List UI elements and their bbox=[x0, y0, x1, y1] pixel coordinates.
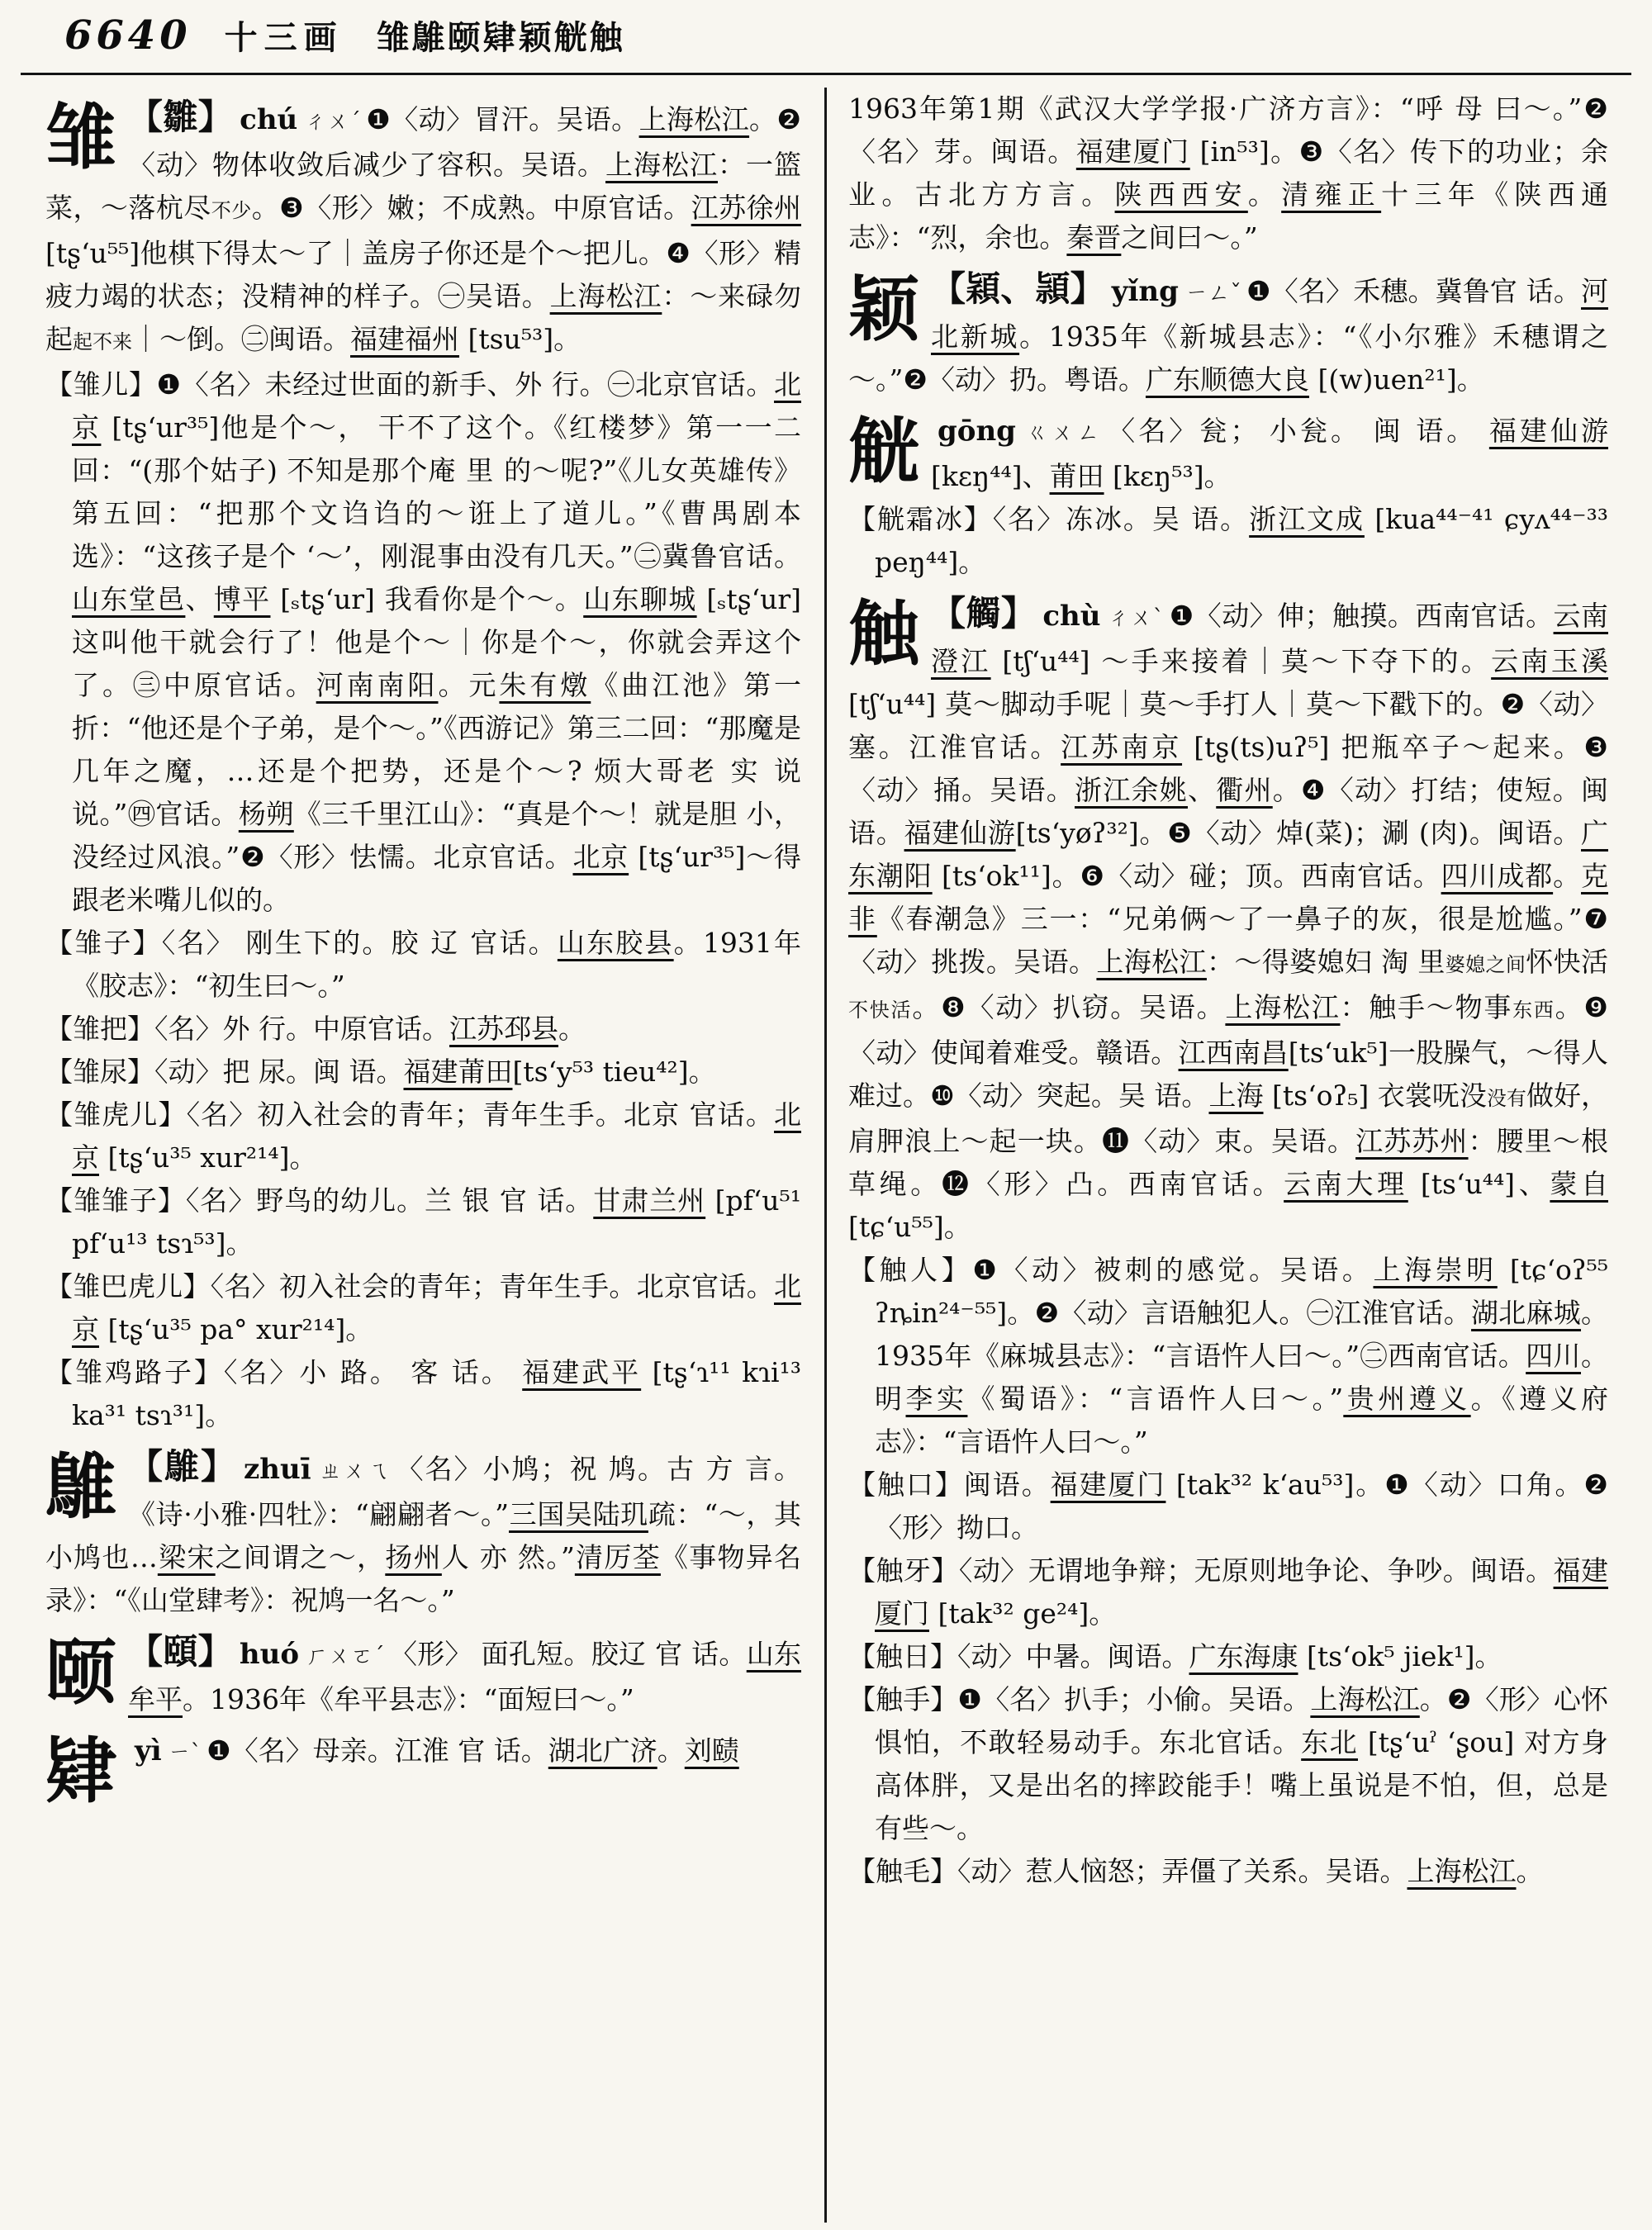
pinyin: chú bbox=[240, 103, 298, 136]
compound-headword: 【雏雏子】 bbox=[45, 1184, 186, 1217]
text-run: [tak³² kʻau⁵³]。❶〈动〉口角。❷〈形〉拗口。 bbox=[875, 1468, 1608, 1544]
text-run: 1963年第1期《武汉大学学报·广济方言》：“呼 母 曰～。”❷〈名〉芽。闽语。 bbox=[848, 93, 1608, 168]
text-run: [pfʻu⁵¹ pfʻu¹³ tsɿ⁵³]。 bbox=[72, 1184, 801, 1260]
dialect-name: 甘肃兰州 bbox=[593, 1184, 706, 1217]
dialect-name: 刘赜 bbox=[684, 1734, 739, 1767]
text-run: [ₛtʂʻur] 我看你是个～。 bbox=[270, 583, 584, 615]
text-run: ：～得婆媳妇 淘 里 bbox=[1206, 946, 1446, 978]
text-run: [tsʻuk⁵]一股臊气，～得人难过。❿〈动〉突起。吴 语。 bbox=[848, 1037, 1608, 1112]
dialect-name: 陕西西安 bbox=[1114, 178, 1248, 211]
text-run: 之间谓之～， bbox=[215, 1541, 386, 1573]
left-column bbox=[45, 88, 801, 2223]
compound-headword: 【触日】 bbox=[848, 1640, 957, 1672]
headword-char: 雏 bbox=[45, 96, 116, 179]
compound-headword: 【雏把】 bbox=[45, 1013, 154, 1045]
dict-entry bbox=[848, 1850, 1608, 1893]
dialect-name: 上海松江 bbox=[1407, 1855, 1517, 1887]
text-run: 。1936年《牟平县志》：“面短曰～。” bbox=[183, 1683, 634, 1715]
dialect-name: 山东聊城 bbox=[583, 583, 697, 615]
dict-entry bbox=[848, 1635, 1608, 1678]
dialect-name: 北京 bbox=[572, 841, 629, 873]
dialect-name: 上海松江 bbox=[1310, 1683, 1420, 1715]
dialect-name: 四川成都 bbox=[1441, 860, 1554, 892]
pinyin: yǐng bbox=[1111, 275, 1179, 308]
dialect-name: 四川 bbox=[1526, 1340, 1581, 1372]
compound-headword: 【触毛】 bbox=[848, 1855, 957, 1887]
dialect-name: 浙江文成 bbox=[1249, 503, 1365, 535]
compound-headword: 【雏巴虎儿】 bbox=[45, 1270, 211, 1302]
text-run: 怀快活 bbox=[1526, 946, 1608, 978]
stroke-count-section: 十三画 bbox=[224, 18, 344, 57]
dict-entry bbox=[848, 1549, 1608, 1635]
dialect-name: 山东胶县 bbox=[557, 927, 674, 959]
dict-entry bbox=[45, 1265, 801, 1351]
dialect-name: 李实 bbox=[905, 1383, 968, 1415]
text-run: [tsʻok¹¹]。❻〈动〉碰；顶。西南官话。 bbox=[932, 860, 1441, 892]
text-run: [tʂʻu³⁵ pa° xur²¹⁴]。 bbox=[99, 1313, 373, 1345]
dialect-name: 清雍正 bbox=[1281, 178, 1382, 211]
text-run: 〈名〉初入社会的青年；青年生手。北京官话。 bbox=[210, 1270, 775, 1302]
dialect-name: 广东海康 bbox=[1189, 1640, 1298, 1672]
text-run: 〈动〉无谓地争辩；无原则地争论、争吵。闽语。 bbox=[958, 1554, 1554, 1587]
text-run: 。 bbox=[657, 1734, 685, 1767]
gloss-small: 不少 bbox=[211, 199, 252, 222]
dict-entry bbox=[45, 1729, 801, 1813]
dialect-name: 上海松江 bbox=[549, 280, 662, 312]
text-run: [tʃʻu⁴⁴] ～手来接着｜莫～下夺下的。 bbox=[990, 645, 1492, 677]
text-run: [kua⁴⁴⁻⁴¹ ɕyʌ⁴⁴⁻³³ peŋ⁴⁴]。 bbox=[875, 503, 1608, 578]
dialect-name: 福建厦门 bbox=[1050, 1468, 1166, 1501]
dialect-name: 衢州 bbox=[1216, 774, 1273, 806]
text-run: [tsu⁵³]。 bbox=[459, 323, 582, 355]
text-run: [tak³² ge²⁴]。 bbox=[929, 1597, 1117, 1630]
dialect-name: 上海松江 bbox=[1096, 946, 1207, 978]
text-run: [kɛŋ⁵³]。 bbox=[1104, 460, 1232, 492]
zhuyin: ㄔㄨˊ bbox=[304, 109, 362, 135]
text-run: 。元 bbox=[438, 669, 500, 701]
dialect-name: 朱有燉 bbox=[499, 669, 591, 701]
text-run: [tʂʻur³⁵]他是个～， 干不了这个。《红楼梦》第一一二回：“(那个姑子) 不知是那个庵 里 的～呢?”《儿女英雄传》第五回：“把那个文诌诌的～诳上了道儿。”《曹禺剧本选》：“这孩子是个 ‘～’，刚混事由没有几天。”㊁冀鲁官话。 bbox=[72, 411, 801, 572]
dialect-name: 广东顺德大良 bbox=[1145, 363, 1309, 396]
text-run: 。 bbox=[1553, 860, 1582, 892]
text-run: 人 亦 然。” bbox=[441, 1541, 575, 1573]
dict-entry bbox=[848, 592, 1608, 1249]
dict-entry bbox=[45, 1008, 801, 1051]
text-run: [tʃʻu⁴⁴] 莫～脚动手呢｜莫～手打人｜莫～下戳下的。❷〈动〉塞。江淮官话。 bbox=[848, 688, 1608, 763]
dialect-name: 上海崇明 bbox=[1373, 1254, 1498, 1286]
compound-headword: 【觥霜冰】 bbox=[848, 503, 993, 535]
compound-headword: 【触手】 bbox=[848, 1683, 958, 1715]
text-run: [tsʻoʔ₅] 衣裳呒没 bbox=[1263, 1079, 1487, 1112]
gloss-small: 起不来 bbox=[73, 330, 132, 353]
dict-entry bbox=[848, 268, 1608, 401]
traditional-form: 【頤】 bbox=[128, 1631, 233, 1672]
text-run: ：～来碌勿起 bbox=[45, 280, 801, 355]
text-run: 。❽〈动〉扒窃。吴语。 bbox=[912, 991, 1226, 1023]
text-run: [tʂ(ts)uʔ⁵] 把瓶卒子～起来。❸〈动〉捅。吴语。 bbox=[848, 731, 1608, 806]
zhuyin: ㄍㄨㄥ bbox=[1022, 420, 1104, 446]
page-number: 6640 bbox=[64, 12, 192, 59]
compound-headword: 【触人】 bbox=[848, 1254, 973, 1286]
text-run: 之间曰～。” bbox=[1121, 221, 1258, 254]
dialect-name: 福建厦门 bbox=[875, 1554, 1608, 1630]
dict-entry bbox=[45, 922, 801, 1008]
text-run: [tsʻy⁵³ tieu⁴²]。 bbox=[512, 1056, 716, 1088]
dialect-name: 蒙自 bbox=[1550, 1168, 1608, 1200]
text-run: [tsʻok⁵ jiek¹]。 bbox=[1298, 1640, 1502, 1672]
dialect-name: 云南玉溪 bbox=[1491, 645, 1608, 677]
dialect-name: 江苏邳县 bbox=[449, 1013, 558, 1045]
dialect-name: 云南大理 bbox=[1284, 1168, 1408, 1200]
text-run: [tʂʻu³⁵ xur²¹⁴]。 bbox=[99, 1141, 317, 1174]
text-run: 十三年《陕西通志》：“烈，余也。 bbox=[848, 178, 1608, 254]
text-run: [(w)uen²¹]。 bbox=[1308, 363, 1484, 396]
pinyin: zhuī bbox=[243, 1453, 311, 1486]
text-run: [tʂʻuˀ ʻʂou] 对方身高体胖，又是出名的摔跤能手！嘴上虽说是不怕，但，总是有些～。 bbox=[875, 1726, 1608, 1844]
text-run: 闽语。 bbox=[963, 1468, 1051, 1501]
text-run: 。1935年《新城县志》：“《小尔雅》禾穗谓之～。”❷〈动〉扔。粤语。 bbox=[848, 320, 1608, 396]
text-run: [tʂʻur³⁵]～得跟老米嘴儿似的。 bbox=[72, 841, 801, 916]
dialect-name: 博平 bbox=[213, 583, 271, 615]
gloss-small: 东西 bbox=[1512, 999, 1555, 1022]
dialect-name: 福建武平 bbox=[522, 1356, 642, 1388]
text-run: 。1935年《麻城县志》：“言语忤人曰～。”㊁西南官话。 bbox=[875, 1297, 1608, 1372]
traditional-form: 【雛】 bbox=[128, 97, 234, 137]
headword-char: 触 bbox=[848, 592, 919, 676]
text-run: 〈名〉野鸟的幼儿。兰 银 官 话。 bbox=[185, 1184, 594, 1217]
dict-entry bbox=[848, 410, 1608, 498]
text-run: 《春潮急》三一：“兄弟俩～了一鼻子的灰，很是尬尴。”❼〈动〉挑拨。吴语。 bbox=[848, 903, 1608, 978]
dict-entry bbox=[848, 1464, 1608, 1549]
text-run: [tɕʻoʔ⁵⁵ ʔȵin²⁴⁻⁵⁵]。❷〈动〉言语触犯人。㊀江淮官话。 bbox=[875, 1254, 1608, 1329]
compound-headword: 【触口】 bbox=[848, 1468, 964, 1501]
compound-headword: 【触牙】 bbox=[848, 1554, 959, 1587]
text-run: [kɛŋ⁴⁴]、 bbox=[931, 460, 1050, 492]
text-run: 〈名〉瓮； 小瓮。 闽 语。 bbox=[1108, 415, 1489, 447]
gloss-small: 不快活 bbox=[848, 999, 913, 1022]
dict-entry bbox=[45, 1179, 801, 1265]
text-run: 。 bbox=[1247, 178, 1282, 211]
zhuyin: ㄏㄨㄛˊ bbox=[306, 1644, 385, 1669]
dialect-name: 江苏南京 bbox=[1061, 731, 1183, 763]
text-run: ❶〈名〉禾穗。冀鲁官 话。 bbox=[1246, 275, 1582, 307]
gloss-small: 没有 bbox=[1486, 1087, 1526, 1110]
text-columns bbox=[45, 88, 1615, 2223]
text-run: ：触手～物事 bbox=[1340, 991, 1513, 1023]
dialect-name: 湖北广济 bbox=[548, 1734, 657, 1767]
text-run: 。❷〈动〉物体收敛后减少了容积。吴语。 bbox=[128, 103, 801, 181]
pinyin: yì bbox=[135, 1734, 162, 1767]
dialect-name: 上海松江 bbox=[605, 149, 718, 181]
dict-entry bbox=[45, 1445, 801, 1622]
dialect-name: 湖北麻城 bbox=[1471, 1297, 1582, 1329]
headword-char: 颐 bbox=[45, 1630, 116, 1714]
text-run: 。❸〈形〉嫩；不成熟。中原官话。 bbox=[251, 192, 691, 224]
dialect-name: 东北 bbox=[1301, 1726, 1358, 1758]
dialect-name: 江西南昌 bbox=[1178, 1037, 1289, 1069]
text-run: ❶〈名〉母亲。江淮 官 话。 bbox=[206, 1734, 548, 1767]
dialect-name: 福建仙游 bbox=[1488, 415, 1608, 447]
dict-entry bbox=[45, 363, 801, 922]
header-rule bbox=[21, 73, 1631, 75]
compound-headword: 【雏儿】 bbox=[45, 368, 157, 401]
dialect-name: 上海松江 bbox=[1225, 991, 1341, 1023]
dialect-name: 莆田 bbox=[1049, 460, 1104, 492]
text-run: ❶〈动〉被刺的感觉。吴语。 bbox=[972, 1254, 1374, 1286]
dialect-name: 广东潮阳 bbox=[848, 817, 1608, 892]
dialect-name: 河南南阳 bbox=[316, 669, 439, 701]
dialect-name: 云南澄江 bbox=[931, 600, 1608, 677]
text-run: 。❷〈形〉心怀惧怕，不敢轻易动手。东北官话。 bbox=[875, 1683, 1608, 1758]
dict-entry bbox=[848, 88, 1608, 259]
page-header bbox=[64, 12, 625, 59]
dialect-name: 北京 bbox=[72, 1270, 801, 1345]
dialect-name: 福建莆田 bbox=[403, 1056, 513, 1088]
text-run: [ₛtʂʻur]这叫他干就会行了！他是个～｜你是个～，你就会弄这个了。㊂中原官话。 bbox=[72, 583, 801, 701]
dict-entry bbox=[848, 1678, 1608, 1850]
dict-entry bbox=[45, 1630, 801, 1721]
text-run: 〈名〉小鸠；祝 鸠。古 方 言。《诗·小雅·四牡》：“翩翩者～。” bbox=[128, 1453, 801, 1530]
headword-char: 颖 bbox=[848, 268, 919, 351]
dialect-name: 江苏苏州 bbox=[1355, 1125, 1469, 1157]
dict-entry bbox=[45, 1094, 801, 1179]
zhuyin: ㄧˋ bbox=[168, 1740, 202, 1766]
dialect-name: 北京 bbox=[72, 368, 801, 444]
text-run: ：一篮菜，～落杭尽 bbox=[45, 149, 801, 224]
dialect-name: 上海 bbox=[1208, 1079, 1264, 1112]
dialect-name: 河北新城 bbox=[931, 275, 1608, 353]
dialect-name: 福建厦门 bbox=[1075, 135, 1190, 168]
text-run: 。 bbox=[558, 1013, 586, 1045]
text-run: 、 bbox=[1187, 774, 1217, 806]
text-run: 〈名〉 刚生下的。胶 辽 官话。 bbox=[161, 927, 558, 959]
dialect-name: 北京 bbox=[72, 1098, 801, 1174]
compound-headword: 【雏子】 bbox=[45, 927, 162, 959]
text-run: 《曲江池》第一折：“他还是个子弟，是个～。”《西游记》第三二回：“那魔是几年之魔，…还是个把势，还是个～? 烦大哥老 实 说 说。”㊃官话。 bbox=[72, 669, 801, 830]
dialect-name: 三国吴陆玑 bbox=[509, 1498, 648, 1530]
dialect-name: 秦晋 bbox=[1066, 221, 1122, 254]
text-run: [tɕʻu⁵⁵]。 bbox=[848, 1211, 971, 1243]
column-divider bbox=[824, 88, 827, 2223]
dialect-name: 清厉荃 bbox=[574, 1541, 661, 1573]
dialect-name: 扬州 bbox=[385, 1541, 442, 1573]
dialect-name: 梁宋 bbox=[157, 1541, 216, 1573]
text-run: 《三千里江山》：“真是个～！就是胆 小，没经过风浪。”❷〈形〉怯懦。北京官话。 bbox=[72, 798, 801, 873]
traditional-form: 【鵻】 bbox=[128, 1446, 237, 1487]
dialect-name: 克非 bbox=[848, 860, 1608, 935]
text-run: ❶〈动〉伸；触摸。西南官话。 bbox=[1169, 600, 1554, 632]
traditional-form: 【穎、頴】 bbox=[931, 268, 1105, 309]
dict-entry bbox=[848, 1249, 1608, 1464]
dialect-name: 贵州遵义 bbox=[1343, 1383, 1471, 1415]
dict-entry bbox=[45, 1051, 801, 1094]
text-run: 疏：“～，其小鸠也… bbox=[45, 1498, 801, 1573]
dialect-name: 福建福州 bbox=[350, 323, 459, 355]
text-run: 〈动〉把 尿。闽 语。 bbox=[154, 1056, 404, 1088]
text-run: [tʂʻɿ¹¹ kɿi¹³ ka³¹ tsɿ³¹]。 bbox=[72, 1356, 801, 1431]
dialect-name: 杨朔 bbox=[238, 798, 294, 830]
text-run: ：腰里～根草绳。⓬〈形〉凸。西南官话。 bbox=[848, 1125, 1608, 1200]
text-run: 做好，肩胛浪上～起一块。⓫〈动〉束。吴语。 bbox=[848, 1079, 1608, 1157]
pinyin: gōng bbox=[938, 415, 1016, 448]
gloss-small: 婆媳之间 bbox=[1445, 953, 1526, 976]
dialect-name: 上海松江 bbox=[638, 103, 750, 135]
dialect-name: 山东牟平 bbox=[128, 1638, 801, 1715]
text-run: 《蜀语》：“言语忤人曰～。” bbox=[967, 1383, 1344, 1415]
text-run: ❶〈动〉冒汗。吴语。 bbox=[366, 103, 639, 135]
text-run: [tʂʻu⁵⁵]他棋下得太～了｜盖房子你还是个～把儿。❹〈形〉精疲力竭的状态；没精神的样子。㊀吴语。 bbox=[45, 237, 801, 312]
pinyin: huó bbox=[239, 1638, 299, 1671]
text-run: 。1931年《胶志》：“初生曰～。” bbox=[72, 927, 801, 1002]
dict-entry bbox=[848, 498, 1608, 584]
headword-char: 鵻 bbox=[45, 1445, 116, 1529]
text-run: 。明 bbox=[875, 1340, 1608, 1415]
zhuyin: ㄓㄨㄟ bbox=[317, 1459, 392, 1484]
dialect-name: 山东堂邑 bbox=[72, 583, 186, 615]
pinyin: chù bbox=[1042, 600, 1101, 633]
text-run: 《事物异名录》：“《山堂肆考》：祝鸠一名～。” bbox=[45, 1541, 801, 1616]
text-run: [tsʻyøʔ³²]。❺〈动〉焯(菜)；涮 (肉)。闽语。 bbox=[1015, 817, 1581, 849]
compound-headword: 【雏尿】 bbox=[45, 1056, 154, 1088]
dialect-name: 江苏徐州 bbox=[691, 192, 801, 224]
text-run: 。 bbox=[1516, 1855, 1544, 1887]
traditional-form: 【觸】 bbox=[931, 593, 1037, 633]
text-run: 〈名〉外 行。中原官话。 bbox=[154, 1013, 449, 1045]
dict-entry bbox=[45, 1351, 801, 1437]
dialect-name: 福建仙游 bbox=[904, 817, 1016, 849]
text-run: 。❾〈动〉使闻着难受。赣语。 bbox=[848, 991, 1608, 1069]
compound-headword: 【雏虎儿】 bbox=[45, 1098, 187, 1131]
header-characters: 雏鵻颐肄颖觥触 bbox=[376, 18, 625, 57]
text-run: 〈名〉小 路。 客 话。 bbox=[223, 1356, 523, 1388]
headword-char: 觥 bbox=[848, 410, 919, 493]
text-run: 〈形〉 面孔短。胶辽 官 话。 bbox=[389, 1638, 747, 1670]
headword-char: 肄 bbox=[45, 1729, 116, 1813]
zhuyin: ㄧㄥˇ bbox=[1184, 281, 1242, 306]
compound-headword: 【雏鸡路子】 bbox=[45, 1356, 224, 1388]
text-run: ❶〈名〉扒手；小偷。吴语。 bbox=[957, 1683, 1311, 1715]
text-run: ❶〈名〉未经过世面的新手、外 行。㊀北京官话。 bbox=[156, 368, 775, 401]
right-column bbox=[848, 88, 1608, 2223]
dict-entry bbox=[45, 96, 801, 363]
text-run: 〈名〉冻冰。吴 语。 bbox=[992, 503, 1250, 535]
text-run: 〈名〉初入社会的青年；青年生手。北京 官话。 bbox=[186, 1098, 774, 1131]
dialect-name: 浙江余姚 bbox=[1074, 774, 1188, 806]
text-run: 。❹〈动〉打结；使短。闽语。 bbox=[848, 774, 1608, 849]
text-run: 〈动〉中暑。闽语。 bbox=[957, 1640, 1189, 1672]
text-run: 、 bbox=[185, 583, 214, 615]
text-run: 〈动〉惹人恼怒；弄僵了关系。吴语。 bbox=[957, 1855, 1408, 1887]
text-run: [tsʻu⁴⁴]、 bbox=[1408, 1168, 1550, 1200]
text-run: ｜～倒。㊁闽语。 bbox=[132, 323, 350, 355]
text-run: 。《遵义府志》：“言语忤人曰～。” bbox=[875, 1383, 1608, 1458]
text-run: [in⁵³]。❸〈名〉传下的功业；余业。古北方方言。 bbox=[848, 135, 1608, 211]
zhuyin: ㄔㄨˋ bbox=[1107, 605, 1165, 631]
